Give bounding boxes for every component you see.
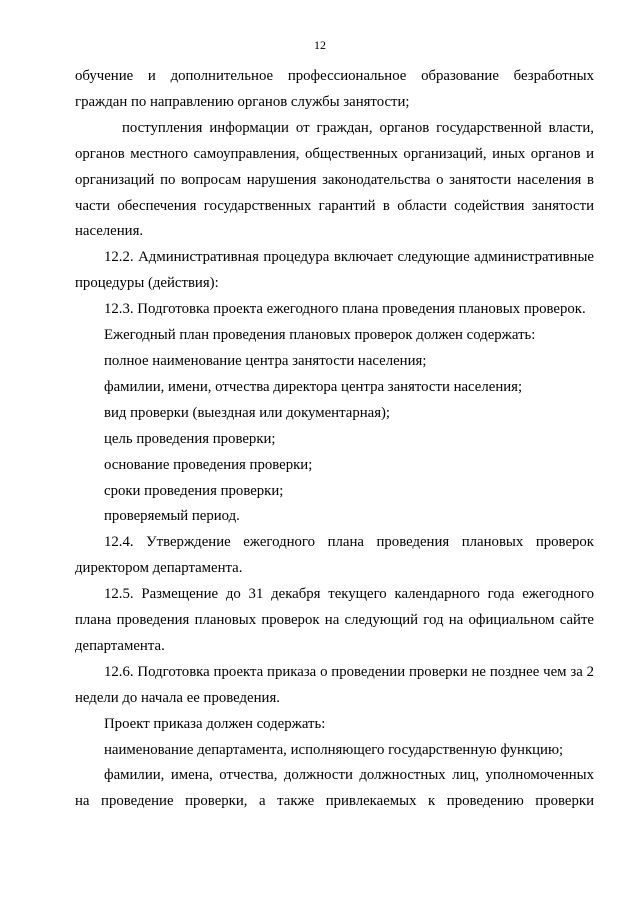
- list-item-officials: фамилии, имена, отчества, должности должностных лиц, уполномоченных на проведение проверки, а также привлекаемых к проведению проверки: [75, 767, 594, 810]
- paragraph-12-3: 12.3. Подготовка проекта ежегодного плана проведения плановых проверок.: [104, 301, 586, 318]
- paragraph-12-5: 12.5. Размещение до 31 декабря текущего календарного года ежегодного плана проведения плановых проверок на следующий год на официальном сайте департамента.: [75, 586, 594, 654]
- paragraph-order-contents: Проект приказа должен содержать:: [104, 715, 326, 732]
- list-item-department-name: наименование департамента, исполняющего государственную функцию;: [104, 741, 564, 758]
- list-item-full-name: полное наименование центра занятости населения;: [104, 352, 427, 369]
- list-item-inspection-period: проверяемый период.: [104, 508, 240, 525]
- list-item-inspection-goal: цель проведения проверки;: [104, 430, 276, 447]
- paragraph-12-4: 12.4. Утверждение ежегодного плана проведения плановых проверок директором департамента.: [75, 534, 594, 577]
- paragraph-information-received: поступления информации от граждан, органов государственной власти, органов местного самоуправления, общественных организаций, иных органов и организаций по вопросам нарушения законодательства о занятости населения в части обеспечения государственных гарантий в области содействия занятости населения.: [75, 119, 594, 240]
- paragraph-12-2: 12.2. Административная процедура включает следующие административные процедуры (действия):: [75, 249, 594, 292]
- list-item-inspection-type: вид проверки (выездная или документарная);: [104, 404, 391, 421]
- list-item-inspection-basis: основание проведения проверки;: [104, 456, 313, 473]
- page-number: 12: [314, 38, 326, 52]
- list-item-inspection-dates: сроки проведения проверки;: [104, 482, 284, 499]
- paragraph-plan-contents: Ежегодный план проведения плановых проверок должен содержать:: [104, 327, 536, 344]
- list-item-director-name: фамилии, имени, отчества директора центра занятости населения;: [104, 378, 523, 395]
- paragraph-12-6: 12.6. Подготовка проекта приказа о проведении проверки не позднее чем за 2 недели до начала ее проведения.: [75, 663, 594, 706]
- paragraph-training: обучение и дополнительное профессиональное образование безработных граждан по направлению органов службы занятости;: [75, 68, 594, 110]
- document-body: [75, 64, 594, 815]
